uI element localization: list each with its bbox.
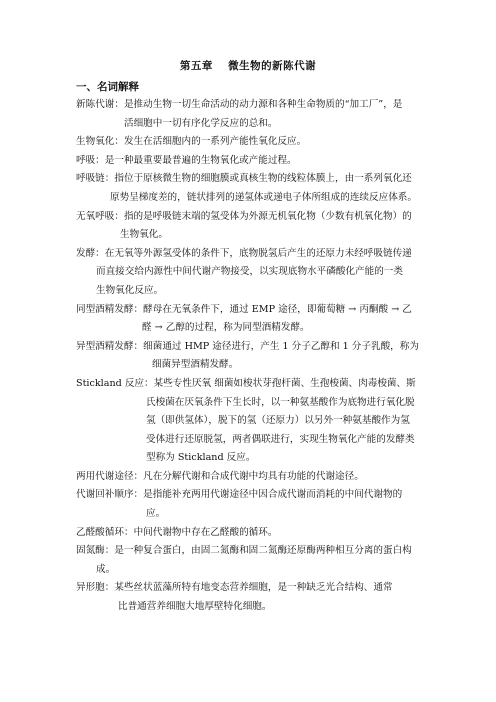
definition-list: [76, 96, 426, 617]
definition-first-line: [76, 579, 426, 598]
definition-first-line: [76, 133, 426, 152]
definition-term: Stickland 反应：: [76, 377, 154, 389]
definition-term: 代谢回补顺序：: [76, 489, 144, 501]
definition-term: 异形胞：: [76, 582, 115, 594]
definition-term: 两用代谢途径：: [76, 470, 144, 482]
definition-text: 指的是呼吸链末端的氢受体为外源无机氧化物（少数有机氧化物）的: [123, 210, 412, 222]
definition-entry: [76, 524, 426, 543]
definition-text: 发生在活细胞内的一系列产能性氧化反应。: [123, 136, 307, 148]
definition-term: 无氧呼吸：: [76, 210, 124, 222]
definition-term: 乙醛酸循环：: [76, 526, 134, 538]
definition-continuation-line: 比普通营养细胞大地厚壁特化细胞。: [118, 601, 272, 613]
definition-entry: [76, 96, 426, 133]
definition-text: 在无氧等外源氢受体的条件下，底物脱氢后产生的还原力未经呼吸链传递: [104, 247, 412, 259]
definition-entry: [76, 133, 426, 152]
definition-entry: [76, 208, 426, 245]
definition-text: 凡在分解代谢和合成代谢中均具有功能的代谢途径。: [143, 470, 364, 482]
definition-text: 某些专性厌氧 细菌如梭状芽孢杆菌、生孢梭菌、肉毒梭菌、斯: [153, 377, 416, 389]
section-heading: 一、名词解释: [76, 81, 139, 93]
definition-continuation-line: 生物氧化反应。: [96, 284, 164, 296]
definition-term: 同型酒精发酵：: [76, 303, 144, 315]
definition-text: 某些丝状蓝藻所特有地变态营养细胞，是一种缺乏光合结构、通常: [114, 582, 393, 594]
definition-entry: [76, 170, 426, 207]
definition-continuation-line: 成。: [96, 563, 116, 575]
definition-entry: [76, 375, 426, 468]
definition-first-line: [76, 152, 426, 171]
definition-first-line: [76, 170, 426, 189]
definition-term: 呼吸链：: [76, 173, 115, 185]
chapter-title: 第五章 微生物的新陈代谢: [179, 60, 317, 72]
definition-first-line: [76, 468, 426, 487]
definition-entry: [76, 486, 426, 523]
definition-text: 是一种复合蛋白，由固二氮酶和固二氮酶还原酶两种相互分离的蛋白构: [114, 545, 412, 557]
definition-first-line: [76, 375, 426, 394]
definition-entry: [76, 579, 426, 616]
definition-text: 细菌通过 HMP 途径进行，产生 1 分子乙醇和 1 分子乳酸，称为: [143, 340, 419, 352]
definition-entry: [76, 245, 426, 301]
definition-first-line: [76, 208, 426, 227]
definition-entry: [76, 542, 426, 579]
definition-term: 异型酒精发酵：: [76, 340, 144, 352]
definition-continuation-line: 细菌异型酒精发酵。: [152, 359, 239, 371]
definition-continuation-line: 受体进行还原脱氢，两者偶联进行，实现生物氧化产能的发酵类: [146, 433, 415, 445]
definition-text: 中间代谢物中存在乙醛酸的循环。: [133, 526, 278, 538]
definition-first-line: [76, 486, 426, 505]
definition-term: 发酵：: [76, 247, 105, 259]
definition-text: 指位于原核微生物的细胞膜或真核生物的线粒体膜上，由一系列氧化还: [114, 173, 412, 185]
definition-entry: [76, 152, 426, 171]
definition-term: 生物氧化：: [76, 136, 124, 148]
definition-first-line: [76, 301, 426, 320]
definition-entry: [76, 301, 426, 338]
definition-first-line: [76, 542, 426, 561]
definition-continuation-line: 活细胞中一切有序化学反应的总和。: [124, 117, 278, 129]
definition-term: 呼吸：: [76, 154, 105, 166]
definition-continuation-line: 原势呈梯度差的，链状排列的递氢体或递电子体所组成的连续反应体系。: [110, 191, 417, 203]
definition-first-line: [76, 245, 426, 264]
definition-continuation-line: 型称为 Stickland 反应。: [146, 452, 256, 464]
definition-text: 酵母在无氧条件下，通过 EMP 途径，即葡萄糖 → 丙酮酸 → 乙: [143, 303, 412, 315]
definition-text: 是推动生物一切生命活动的动力源和各种生命物质的“加工厂”，是: [123, 99, 403, 110]
definition-entry: [76, 338, 426, 375]
definition-entry: [76, 468, 426, 487]
definition-first-line: [76, 338, 426, 357]
definition-term: 固氮酶：: [76, 545, 115, 557]
definition-continuation-line: 应。: [146, 508, 166, 520]
definition-term: 新陈代谢：: [76, 99, 124, 110]
definition-text: 是指能补充两用代谢途径中因合成代谢而消耗的中间代谢物的: [143, 489, 403, 501]
definition-first-line: [76, 96, 426, 115]
definition-continuation-line: 而直接交给内源性中间代谢产物接受，以实现底物水平磷酸化产能的一类: [96, 266, 403, 278]
definition-continuation-line: 醛 → 乙醇的过程，称为同型酒精发酵。: [142, 322, 310, 334]
definition-continuation-line: 氏梭菌在厌氧条件下生长时，以一种氨基酸作为底物进行氧化脱: [146, 396, 415, 408]
definition-first-line: [76, 524, 426, 543]
definition-continuation-line: 生物氧化。: [120, 229, 168, 241]
definition-text: 是一种最重要最普遍的生物氧化或产能过程。: [104, 154, 297, 166]
definition-continuation-line: 氢（即供氢体），脱下的氢（还原力）以另外一种氨基酸作为氢: [146, 415, 410, 427]
